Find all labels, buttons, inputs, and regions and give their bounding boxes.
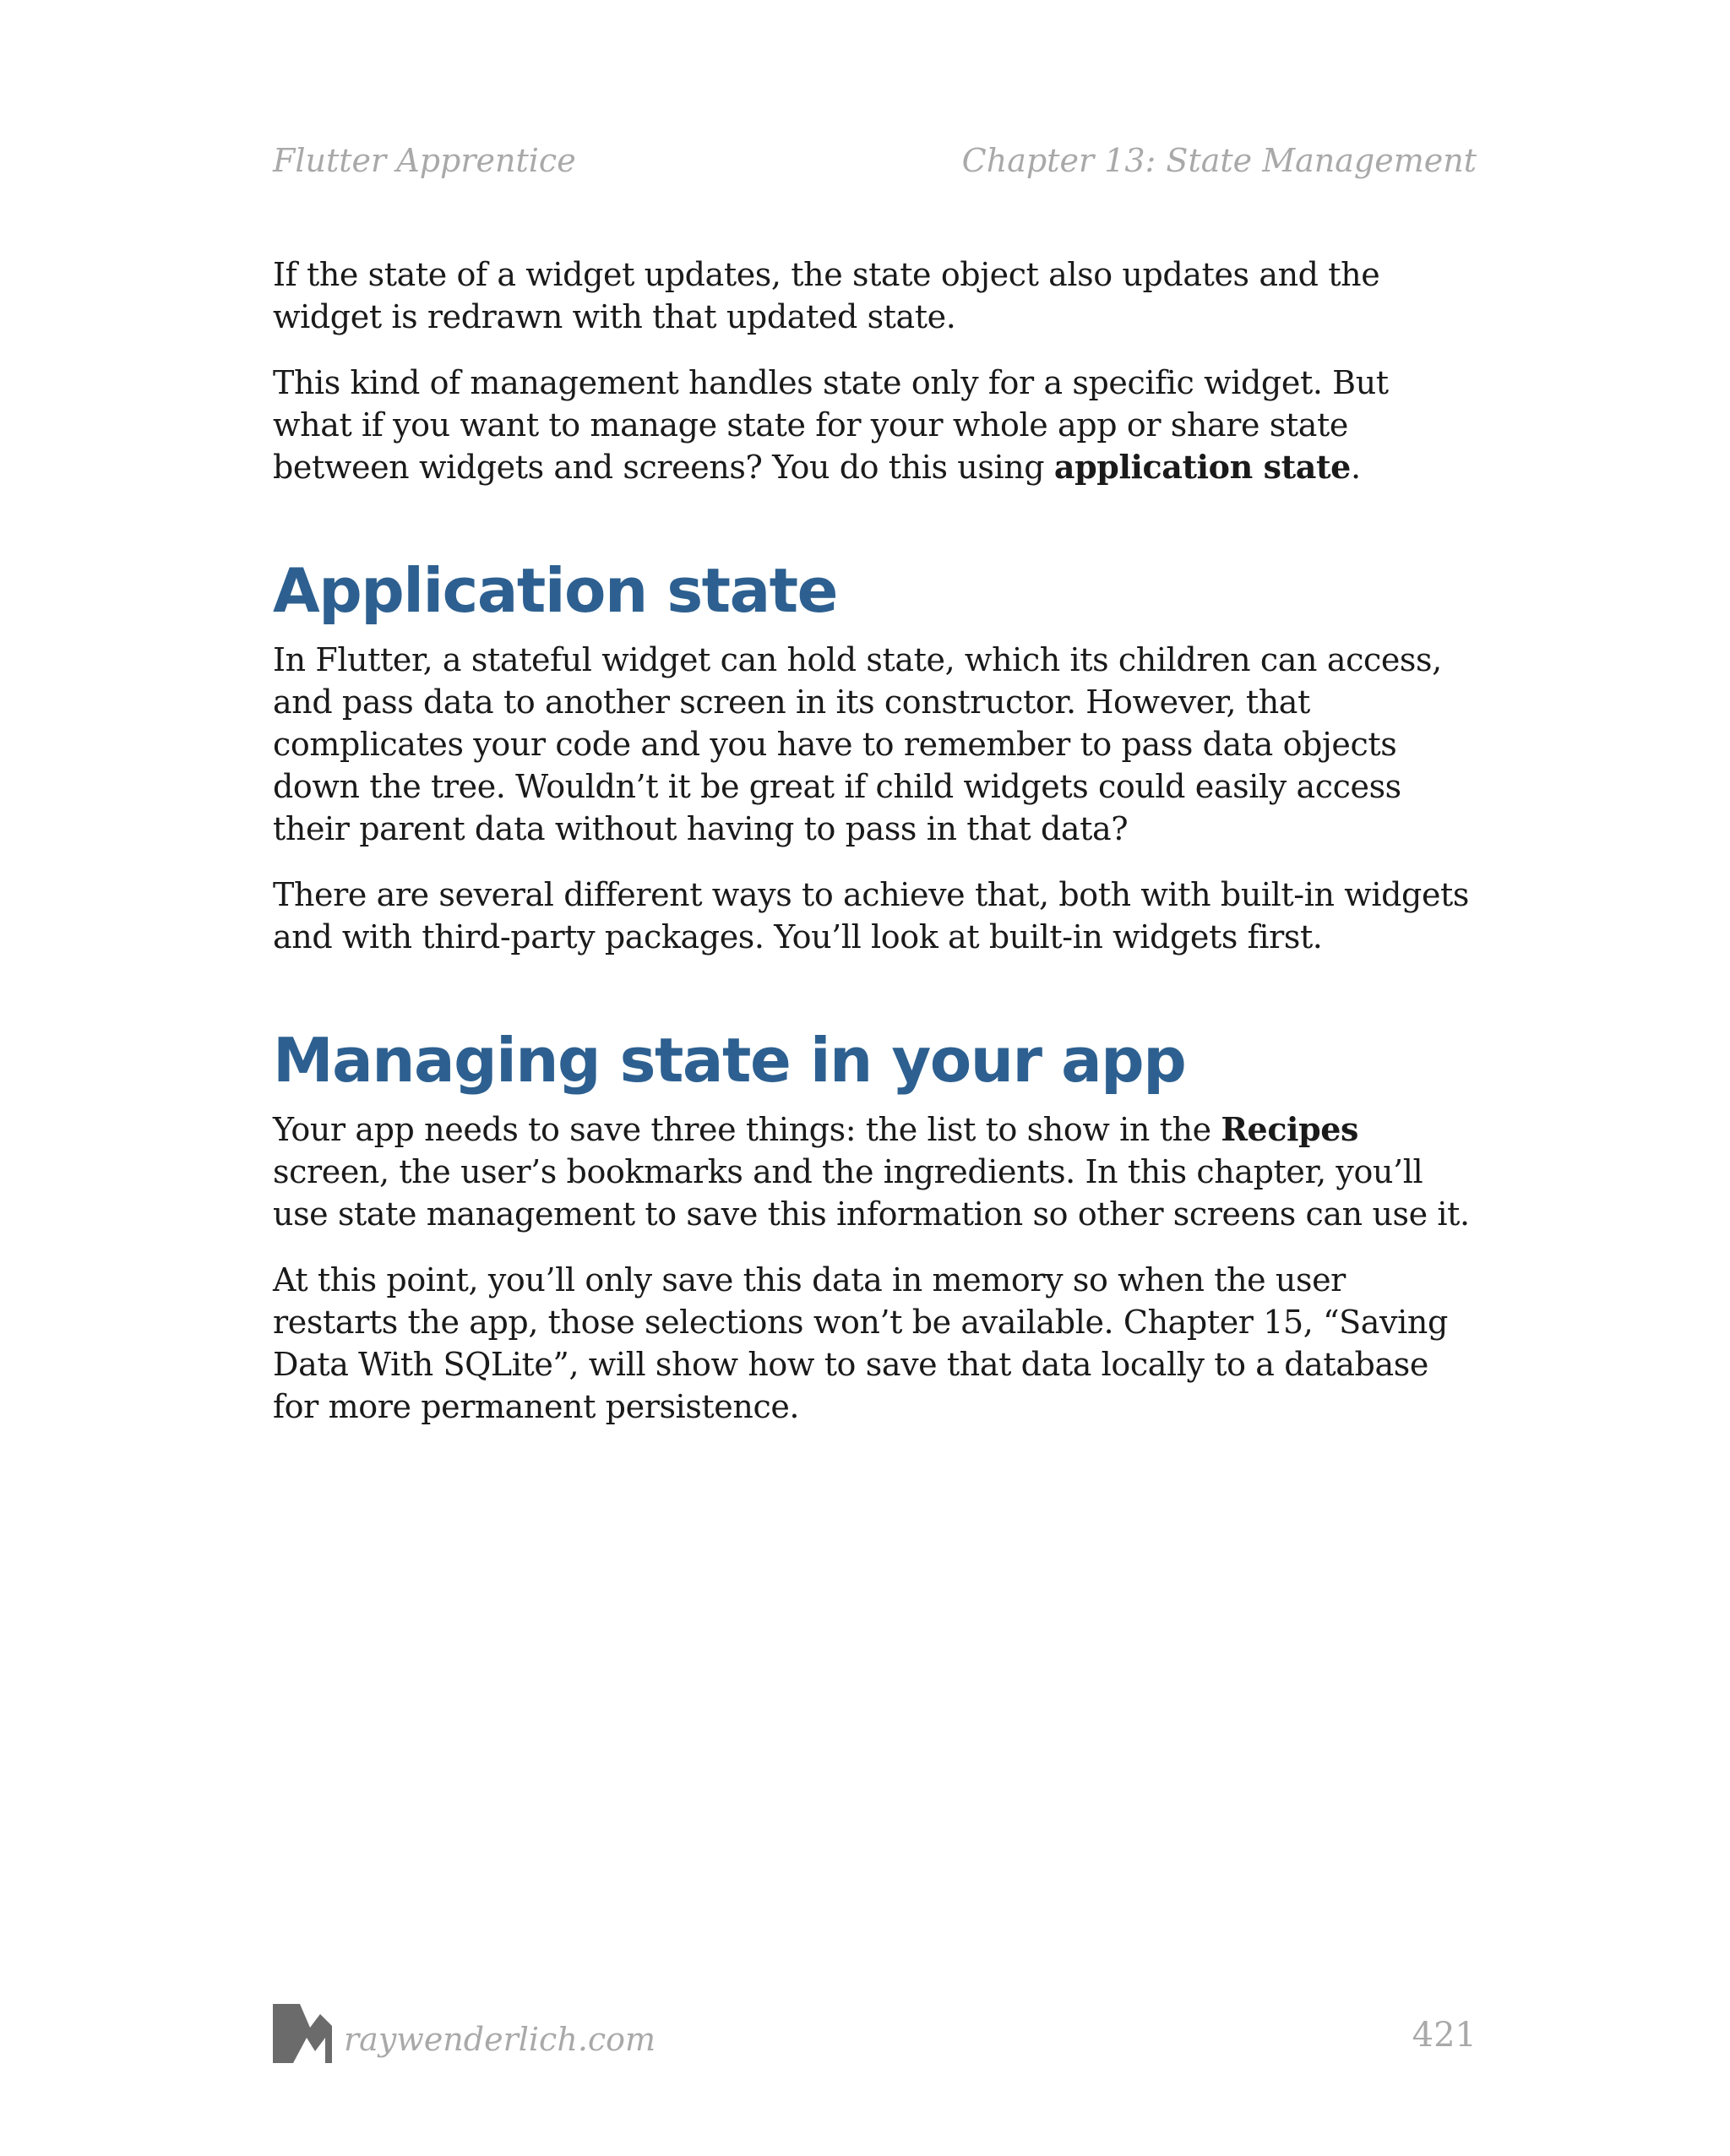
managing-state-paragraph-2: At this point, you’ll only save this data in memory so when the user restarts the app, those selections won’t be available. Chapter 15, “Saving Data With SQLite”, will show how to save that data locally to a database for more permanent persistence.: [273, 1261, 1448, 1425]
running-header: [273, 142, 1477, 179]
recipes-term: Recipes: [1221, 1110, 1359, 1148]
application-state-heading: Application state: [273, 555, 837, 626]
intro-paragraph-2-text: This kind of management handles state only for a specific widget. But what if you want to manage state for your whole app or share state between widgets and screens? You do this using: [273, 364, 1389, 486]
managing-state-paragraph-1-text: Your app needs to save three things: the list to show in the: [273, 1111, 1221, 1148]
managing-state-heading: Managing state in your app: [273, 1025, 1186, 1096]
page-number: 421: [1412, 2016, 1477, 2055]
raywenderlich-logo-icon: [273, 2004, 332, 2063]
managing-state-paragraph-1-end: screen, the user’s bookmarks and the ingredients. In this chapter, you’ll use state management to save this information so other screens can use it.: [273, 1153, 1470, 1233]
page-content: [273, 253, 1477, 1451]
managing-state-paragraph-1: [273, 1108, 1477, 1235]
site-name: raywenderlich.com: [344, 2021, 656, 2058]
intro-paragraph-2-end: .: [1350, 449, 1361, 486]
book-title: Flutter Apprentice: [273, 142, 576, 179]
intro-paragraph-1: If the state of a widget updates, the state object also updates and the widget is redrawn with that updated state.: [273, 256, 1380, 335]
application-state-paragraph-1: In Flutter, a stateful widget can hold state, which its children can access, and pass data to another screen in its constructor. However, that complicates your code and you have to remember to pass data objects down the tree. Wouldn’t it be great if child widgets could easily access their parent data without having to pass in that data?: [273, 641, 1442, 847]
chapter-title: Chapter 13: State Management: [961, 142, 1477, 179]
application-state-term: application state: [1053, 448, 1351, 486]
intro-paragraph-2: [273, 362, 1477, 488]
page-footer: [273, 2004, 1477, 2065]
application-state-paragraph-2: There are several different ways to achieve that, both with built-in widgets and with third-party packages. You’ll look at built-in widgets first.: [273, 876, 1470, 956]
